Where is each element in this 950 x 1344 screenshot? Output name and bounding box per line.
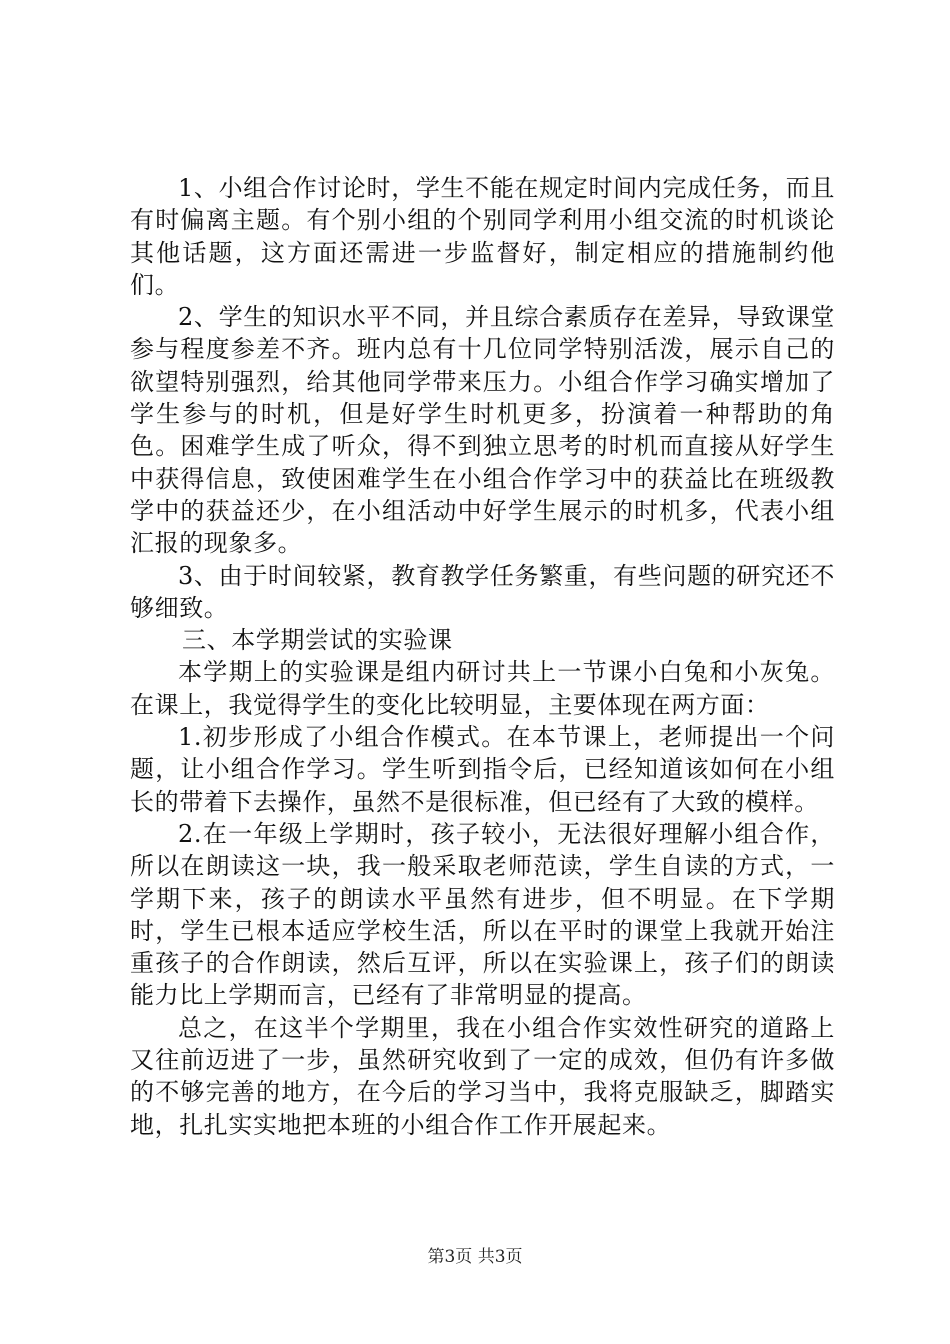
paragraph-change-1: 1.初步形成了小组合作模式。在本节课上，老师提出一个问题，让小组合作学习。学生听到指令后，已经知道该如何在小组长的带着下去操作，虽然不是很标准，但已经有了大致的模样。 xyxy=(130,723,835,816)
page-number-footer: 第3页 共3页 xyxy=(427,1247,523,1267)
paragraph-issue-2: 2、学生的知识水平不同，并且综合素质存在差异，导致课堂参与程度参差不齐。班内总有十几位同学特别活泼，展示自己的欲望特别强烈，给其他同学带来压力。小组合作学习确实增加了学生参与的时机，但是好学生时机更多，扮演着一种帮助的角色。困难学生成了听众，得不到独立思考的时机而直接从好学生中获得信息，致使困难学生在小组合作学习中的获益比在班级教学中的获益还少，在小组活动中好学生展示的时机多，代表小组汇报的现象多。 xyxy=(130,303,835,558)
paragraph-experiment-intro: 本学期上的实验课是组内研讨共上一节课小白兔和小灰兔。在课上，我觉得学生的变化比较明显，主要体现在两方面： xyxy=(130,658,835,719)
paragraph-change-2: 2.在一年级上学期时，孩子较小，无法很好理解小组合作，所以在朗读这一块，我一般采取老师范读，学生自读的方式，一学期下来，孩子的朗读水平虽然有进步，但不明显。在下学期时，学生已根本适应学校生活，所以在平时的课堂上我就开始注重孩子的合作朗读，然后互评，所以在实验课上，孩子们的朗读能力比上学期而言，已经有了非常明显的提高。 xyxy=(130,819,835,1010)
paragraph-issue-3: 3、由于时间较紧，教育教学任务繁重，有些问题的研究还不够细致。 xyxy=(130,561,835,622)
paragraph-issue-1: 1、小组合作讨论时，学生不能在规定时间内完成任务，而且有时偏离主题。有个别小组的个别同学利用小组交流的时机谈论其他话题，这方面还需进一步监督好，制定相应的措施制约他们。 xyxy=(130,174,835,299)
paragraph-summary: 总之，在这半个学期里，我在小组合作实效性研究的道路上又往前迈进了一步，虽然研究收到了一定的成效，但仍有许多做的不够完善的地方，在今后的学习当中，我将克服缺乏，脚踏实地，扎扎实实地把本班的小组合作工作开展起来。 xyxy=(130,1013,835,1139)
section-heading-experiment: 三、本学期尝试的实验课 xyxy=(182,626,453,655)
document-body xyxy=(130,172,835,1141)
